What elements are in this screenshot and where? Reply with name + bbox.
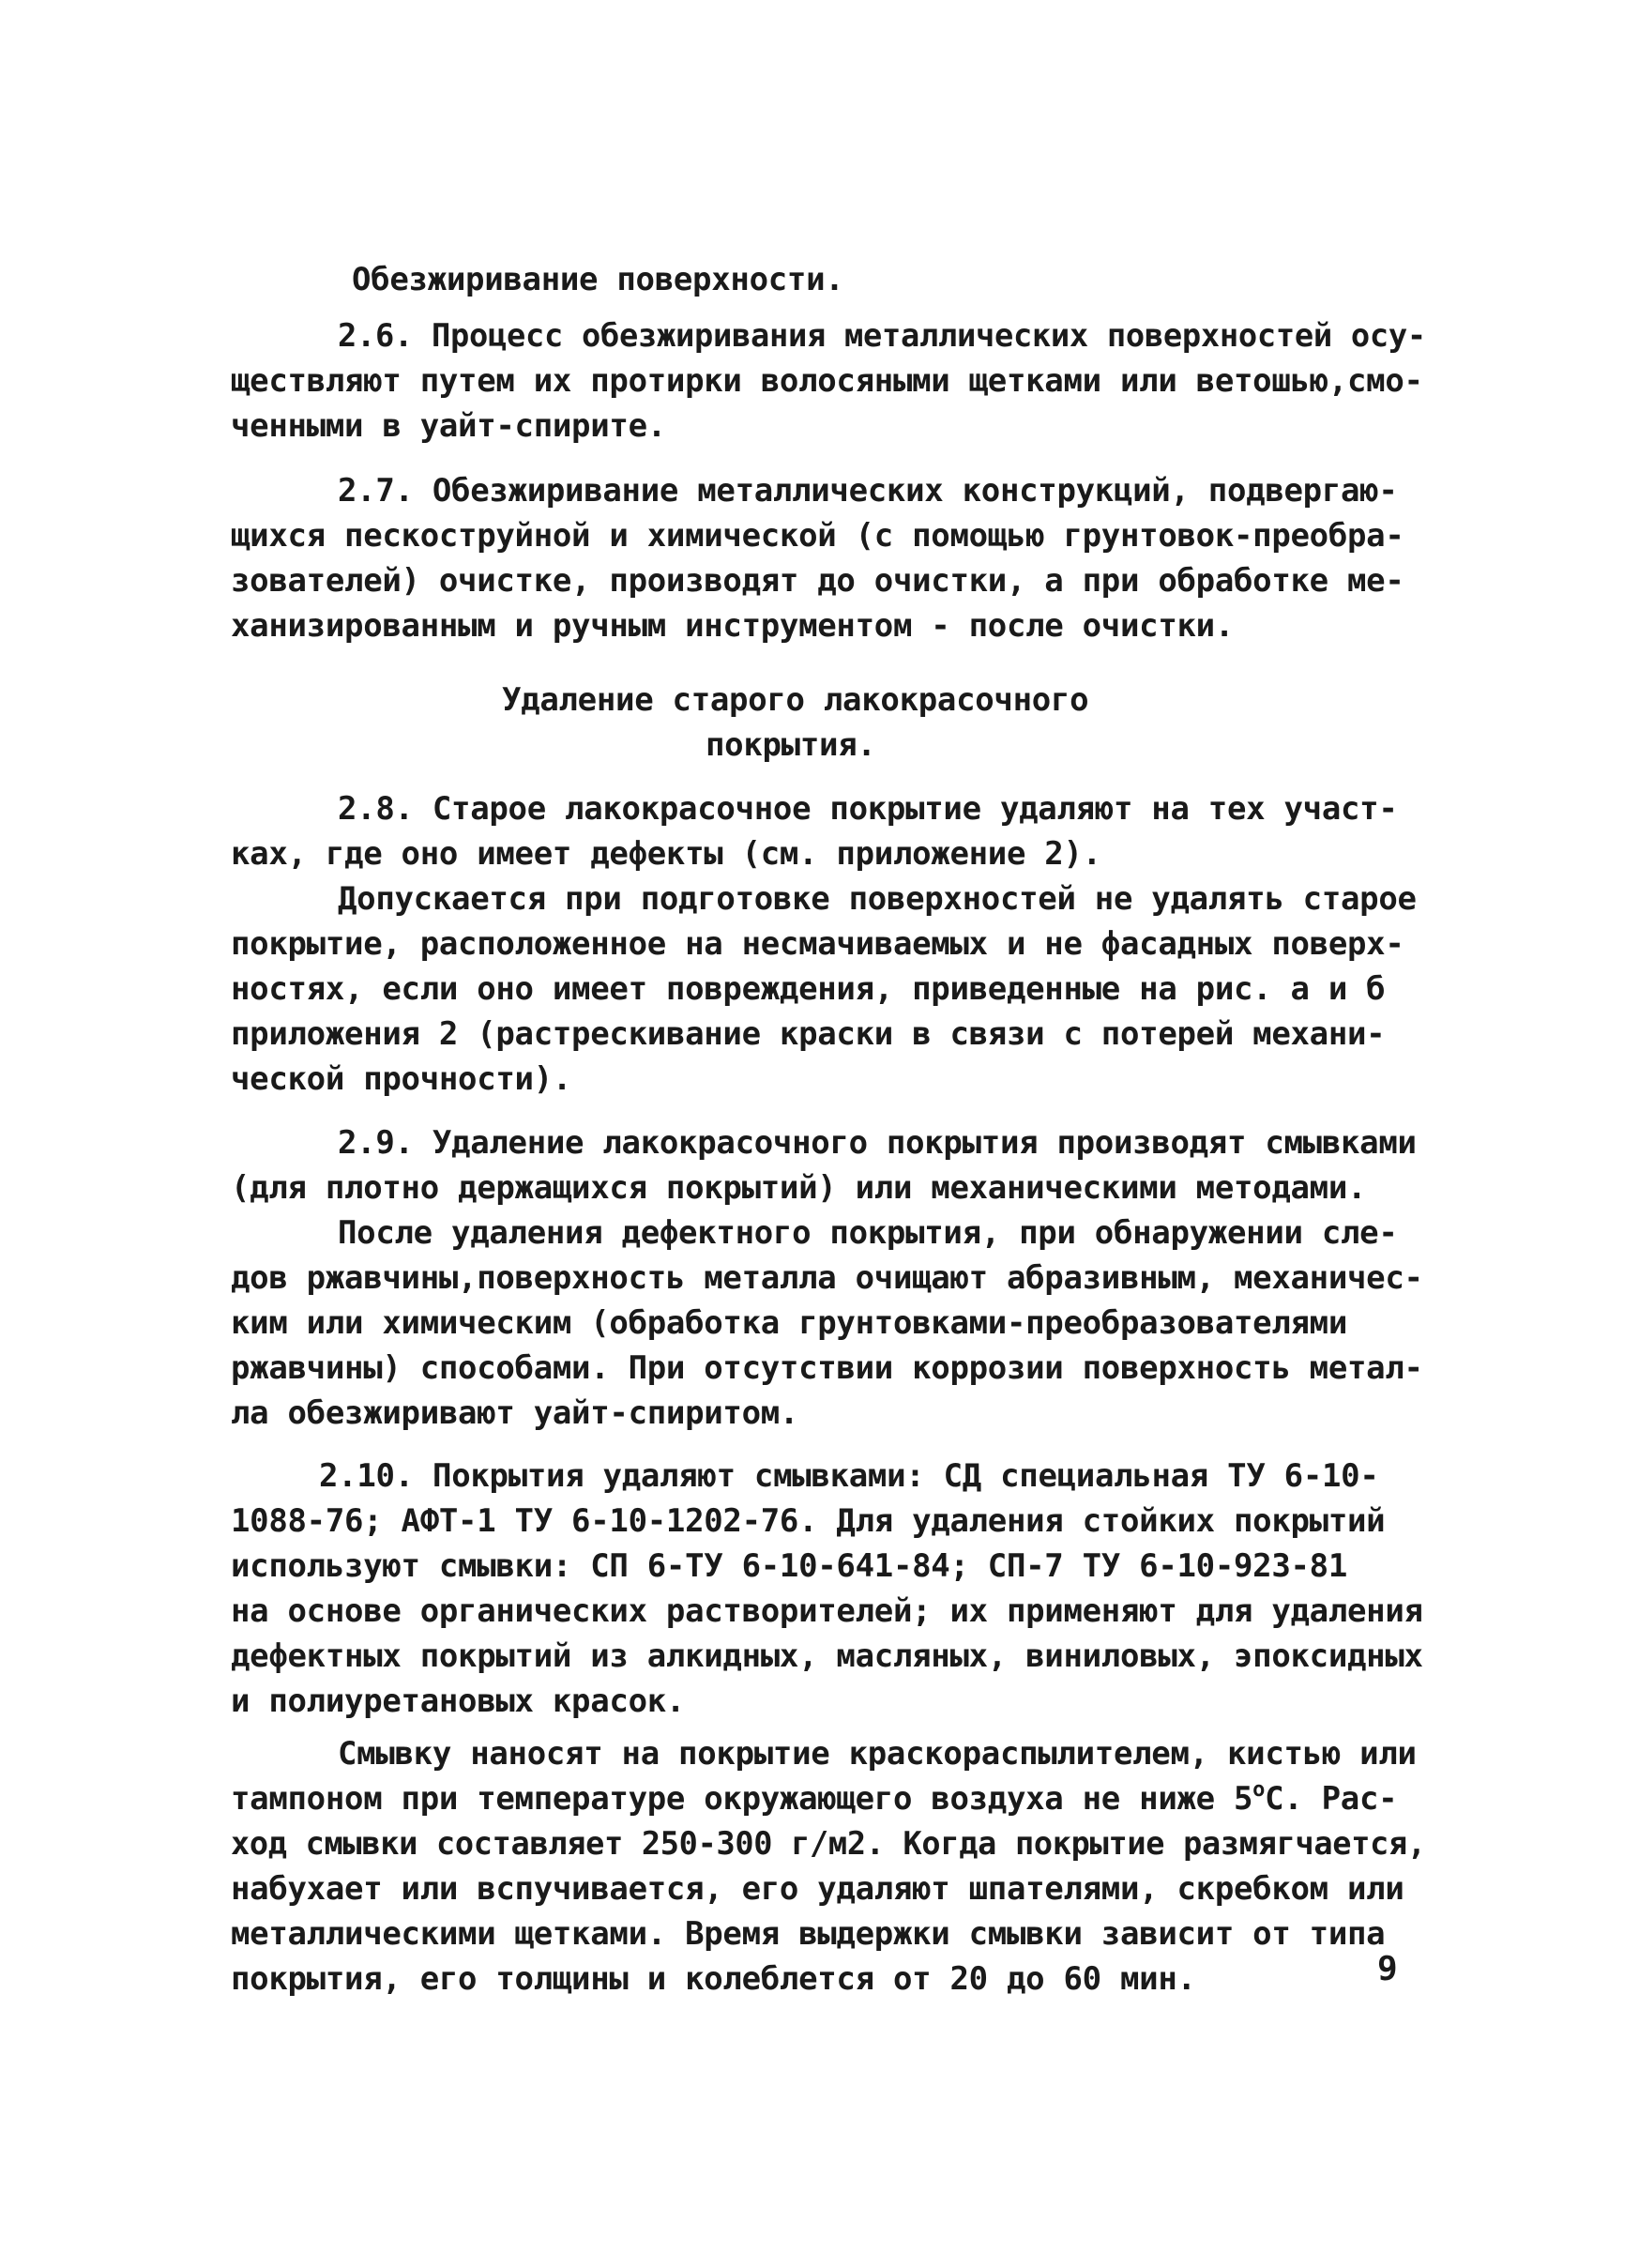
- section-heading-degreasing: Обезжиривание поверхности.: [352, 261, 844, 298]
- paragraph-line: и полиуретановых красок.: [231, 1682, 686, 1720]
- heading-line: Удаление старого лакокрасочного: [502, 681, 1089, 719]
- paragraph-line: ческой прочности).: [231, 1060, 572, 1098]
- paragraph-line: (для плотно держащихся покрытий) или механическими методами.: [231, 1169, 1367, 1207]
- paragraph-line: используют смывки: СП 6-ТУ 6-10-641-84; СП-7 ТУ 6-10-923-81: [231, 1547, 1348, 1585]
- paragraph-line: 2.10. Покрытия удаляют смывками: СД специальная ТУ 6-10-: [319, 1457, 1379, 1495]
- paragraph-line: 2.9. Удаление лакокрасочного покрытия производят смывками: [338, 1124, 1417, 1162]
- paragraph-line: ла обезжиривают уайт-спиритом.: [231, 1394, 799, 1432]
- paragraph-line: дов ржавчины,поверхность металла очищают абразивным, механичес-: [231, 1259, 1423, 1297]
- text-run: тампоном при температуре окружающего воздуха не ниже 5: [231, 1780, 1253, 1818]
- heading-line: покрытия.: [706, 726, 876, 764]
- paragraph-line: ках, где оно имеет дефекты (см. приложение 2).: [231, 835, 1101, 873]
- paragraph-line: ржавчины) способами. При отсутствии коррозии поверхность метал-: [231, 1349, 1423, 1387]
- paragraph-line: набухает или вспучивается, его удаляют шпателями, скребком или: [231, 1870, 1404, 1908]
- paragraph-line: ществляют путем их протирки волосяными щетками или ветошью,смо-: [231, 362, 1423, 400]
- paragraph-line: ханизированным и ручным инструментом - после очистки.: [231, 607, 1234, 645]
- degree-superscript: о: [1252, 1778, 1266, 1802]
- paragraph-line: Смывку наносят на покрытие краскораспылителем, кистью или: [338, 1735, 1417, 1773]
- paragraph-line: покрытия, его толщины и колеблется от 20 до 60 мин.: [231, 1960, 1196, 1998]
- paragraph-line: 2.8. Старое лакокрасочное покрытие удаляют на тех участ-: [338, 790, 1398, 828]
- paragraph-line: ход смывки составляет 250-300 г/м2. Когда покрытие размягчается,: [231, 1825, 1426, 1863]
- paragraph-line: ким или химическим (обработка грунтовками-преобразователями: [231, 1304, 1348, 1342]
- paragraph-line: [231, 1780, 1397, 1818]
- paragraph-line: зователей) очистке, производят до очистки, а при обработке ме-: [231, 562, 1404, 600]
- paragraph-line: покрытие, расположенное на несмачиваемых и не фасадных поверх-: [231, 925, 1404, 963]
- paragraph-line: дефектных покрытий из алкидных, масляных, виниловых, эпоксидных: [231, 1637, 1423, 1675]
- paragraph-line: металлическими щетками. Время выдержки смывки зависит от типа: [231, 1915, 1386, 1953]
- paragraph-line: щихся пескоструйной и химической (с помощью грунтовок-преобра-: [231, 517, 1404, 555]
- page-number: 9: [1377, 1950, 1398, 1988]
- paragraph-line: 2.7. Обезжиривание металлических конструкций, подвергаю-: [338, 472, 1398, 510]
- text-run: С. Рас-: [1265, 1780, 1398, 1818]
- paragraph-line: приложения 2 (растрескивание краски в связи с потерей механи-: [231, 1015, 1386, 1053]
- paragraph-line: на основе органических растворителей; их применяют для удаления: [231, 1592, 1423, 1630]
- paragraph-line: 1088-76; АФТ-1 ТУ 6-10-1202-76. Для удаления стойких покрытий: [231, 1502, 1386, 1540]
- paragraph-line: Допускается при подготовке поверхностей не удалять старое: [338, 880, 1417, 918]
- paragraph-line: ченными в уайт-спирите.: [231, 407, 666, 445]
- paragraph-line: 2.6. Процесс обезжиривания металлических поверхностей осу-: [338, 317, 1426, 355]
- paragraph-line: ностях, если оно имеет повреждения, приведенные на рис. а и б: [231, 970, 1386, 1008]
- paragraph-line: После удаления дефектного покрытия, при обнаружении сле-: [338, 1214, 1398, 1252]
